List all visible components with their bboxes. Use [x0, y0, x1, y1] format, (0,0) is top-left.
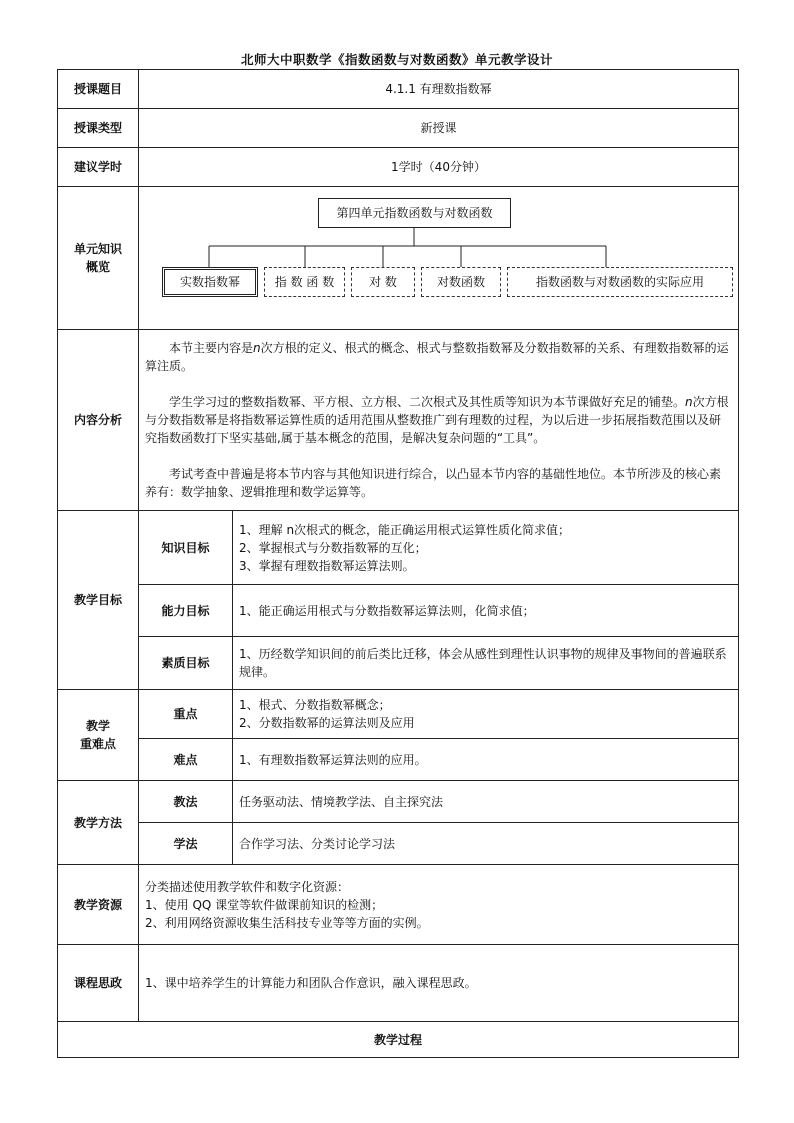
row-ideology: [58, 945, 739, 1022]
overview-node-exponential-function: 指 数 函 数: [264, 267, 345, 297]
overview-node-log-function: 对数函数: [421, 267, 501, 297]
lesson-plan-table: [57, 69, 739, 1058]
row-teaching-method: [58, 781, 739, 823]
overview-diagram: [139, 187, 738, 329]
row-resources: [58, 865, 739, 945]
overview-label: [58, 187, 139, 330]
topic-value: 4.1.1 有理数指数幂: [139, 70, 739, 109]
row-goal-ability: [58, 585, 739, 637]
analysis-p1-n: n: [253, 341, 261, 355]
keypoints-label-line1: 教学: [85, 719, 110, 733]
type-value: 新授课: [139, 109, 739, 148]
resources-item: 分类描述使用教学软件和数字化资源：: [145, 879, 350, 894]
overview-diagram-cell: [139, 187, 739, 330]
resources-label: 教学资源: [58, 865, 139, 945]
ideology-text: 1、课中培养学生的计算能力和团队合作意识，融入课程思政。: [139, 945, 739, 1022]
key-point-content: [233, 690, 739, 739]
resources-item: 2、利用网络资源收集生活科技专业等等方面的实例。: [145, 915, 429, 930]
process-heading: 教学过程: [58, 1022, 739, 1058]
teaching-method-label: 教法: [139, 781, 233, 823]
quality-goal-label: 素质目标: [139, 637, 233, 690]
methods-label: 教学方法: [58, 781, 139, 865]
row-topic: [58, 70, 739, 109]
analysis-paragraph-1: [145, 339, 732, 375]
resources-content: [139, 865, 739, 945]
overview-root-node: 第四单元指数函数与对数函数: [318, 198, 511, 228]
row-overview: [58, 187, 739, 330]
row-key-point: [58, 690, 739, 739]
overview-node-real-exponent: 实数指数幂: [162, 267, 258, 297]
overview-label-line2: 概览: [85, 260, 110, 274]
overview-node-logarithm: 对 数: [351, 267, 415, 297]
document-title: 北师大中职数学《指数函数与对数函数》单元教学设计: [240, 52, 553, 67]
analysis-p1-end: 次方根的定义、根式的概念、根式与整数指数幂及分数指数幂的关系、有理数指数幂的运算注质。: [145, 341, 729, 373]
analysis-p2-end: 次方根与分数指数幂是将指数幂运算性质的适用范围从整数推广到有理数的过程，为以后进一步拓展指数范围以及研究指数函数打下坚实基础,属于基本概念的范围，是解决复杂问题的“工具”。: [145, 395, 729, 445]
analysis-p2-start: 学生学习过的整数指数幂、平方根、立方根、二次根式及其性质等知识为本节课做好充足的铺垫。: [169, 395, 686, 409]
hours-value: 1学时（40分钟）: [139, 148, 739, 187]
difficult-point-text: 1、有理数指数幂运算法则的应用。: [233, 739, 739, 781]
difficult-point-label: 难点: [139, 739, 233, 781]
row-analysis: [58, 330, 739, 511]
key-point-item: 2、分数指数幂的运算法则及应用: [239, 716, 415, 730]
analysis-label: 内容分析: [58, 330, 139, 511]
resources-item: 1、使用 QQ 课堂等软件做课前知识的检测；: [145, 897, 384, 912]
knowledge-goal-item: 3、掌握有理数指数幂运算法则。: [239, 558, 415, 573]
knowledge-goal-content: [233, 511, 739, 585]
hours-label: 建议学时: [58, 148, 139, 187]
quality-goal-text: 1、历经数学知识间的前后类比迁移，体会从感性到理性认识事物的规律及事物间的普遍联系规律。: [233, 637, 739, 690]
row-process: [58, 1022, 739, 1058]
row-goal-knowledge: [58, 511, 739, 585]
row-hours: [58, 148, 739, 187]
learning-method-label: 学法: [139, 823, 233, 865]
knowledge-goal-label: 知识目标: [139, 511, 233, 585]
knowledge-goal-item: 1、理解 n次根式的概念，能正确运用根式运算性质化简求值；: [239, 522, 571, 537]
analysis-p1-start: 本节主要内容是: [169, 341, 254, 355]
goals-label: 教学目标: [58, 511, 139, 690]
row-type: [58, 109, 739, 148]
analysis-paragraph-2: [145, 393, 732, 447]
keypoints-label: [58, 690, 139, 781]
overview-node-applications: 指数函数与对数函数的实际应用: [507, 267, 733, 297]
key-point-item: 1、根式、分数指数幂概念；: [239, 698, 391, 712]
row-difficult-point: [58, 739, 739, 781]
key-point-label: 重点: [139, 690, 233, 739]
overview-label-line1: 单元知识: [73, 242, 122, 256]
ideology-label: 课程思政: [58, 945, 139, 1022]
analysis-content: [139, 330, 739, 511]
topic-label: 授课题目: [58, 70, 139, 109]
analysis-paragraph-3: 考试考查中普遍是将本节内容与其他知识进行综合，以凸显本节内容的基础性地位。本节所涉及的核心素养有：数学抽象、逻辑推理和数学运算等。: [145, 467, 722, 499]
type-label: 授课类型: [58, 109, 139, 148]
learning-method-text: 合作学习法、分类讨论学习法: [233, 823, 739, 865]
ability-goal-label: 能力目标: [139, 585, 233, 637]
knowledge-goal-item: 2、掌握根式与分数指数幂的互化；: [239, 540, 427, 555]
teaching-method-text: 任务驱动法、情境教学法、自主探究法: [233, 781, 739, 823]
row-learning-method: [58, 823, 739, 865]
ability-goal-text: 1、能正确运用根式与分数指数幂运算法则，化简求值；: [233, 585, 739, 637]
analysis-p2-n: n: [685, 395, 693, 409]
row-goal-quality: [58, 637, 739, 690]
keypoints-label-line2: 重难点: [79, 737, 116, 751]
